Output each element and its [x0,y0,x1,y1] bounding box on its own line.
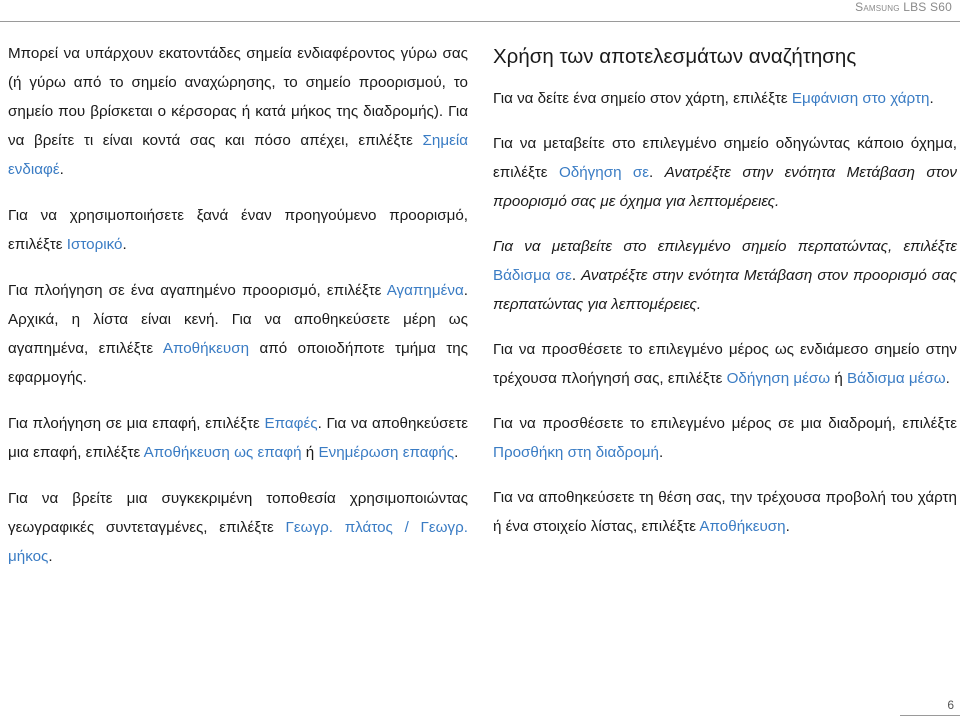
page-header [0,0,960,22]
paragraph-history: Για να χρησιμοποιήσετε ξανά έναν προηγούμενο προορισμό, επιλέξτε Ιστορικό. [8,207,468,253]
right-column [493,39,957,541]
paragraph-show-on-map: Για να δείτε ένα σημείο στον χάρτη, επιλέξτε Εμφάνιση στο χάρτη. [493,90,934,107]
link-lat-long[interactable]: Γεωγρ. πλάτος / Γεωγρ. μήκος [8,519,468,565]
paragraph-walk-to: Για να μεταβείτε στο επιλεγμένο σημείο περπατώντας, επιλέξτε Βάδισμα σε. Ανατρέξτε στην ενότητα Μετάβαση στον προορισμό σας περπατώντας για λεπτομέρειες. [493,238,957,313]
page-number: 6 [947,698,954,712]
link-walk-to[interactable]: Βάδισμα σε [493,267,572,284]
link-favorites[interactable]: Αγαπημένα [386,282,464,299]
paragraph-contacts: Για πλοήγηση σε μια επαφή, επιλέξτε Επαφές. Για να αποθηκεύσετε μια επαφή, επιλέξτε Αποθήκευση ως επαφή ή Ενημέρωση επαφής. [8,415,469,461]
link-points-of-interest[interactable]: Σημεία ενδιαφέ [8,132,468,178]
link-contacts[interactable]: Επαφές [264,415,318,432]
paragraph-poi: Μπορεί να υπάρχουν εκατοντάδες σημεία ενδιαφέροντος γύρω σας (ή γύρω από το σημείο αναχώρησης, το σημείο προορισμού, το σημείο που βρίσκεται ο κέρσορας ή κατά μήκος της διαδρομής). Για να βρείτε τι είναι κοντά σας και πόσο απέχει, επιλέξτε Σημεία ενδιαφέ. [8,45,468,178]
paragraph-coordinates: Για να βρείτε μια συγκεκριμένη τοποθεσία χρησιμοποιώντας γεωγραφικές συντεταγμένες, επιλέξτε Γεωγρ. πλάτος / Γεωγρ. μήκος. [8,490,468,565]
link-drive-to[interactable]: Οδήγηση σε [558,164,650,181]
link-drive-via[interactable]: Οδήγηση μέσω [726,370,831,387]
link-update-contact[interactable]: Ενημέρωση επαφής [318,444,455,461]
link-add-to-route[interactable]: Προσθήκη στη διαδρομή [493,444,659,461]
link-walk-via[interactable]: Βάδισμα μέσω [847,370,946,387]
paragraph-favorites: Για πλοήγηση σε ένα αγαπημένο προορισμό, επιλέξτε Αγαπημένα. Αρχικά, η λίστα είναι κενή. Για να αποθηκεύσετε μέρη ως αγαπημένα, επιλέξτε Αποθήκευση από οποιοδήποτε τμήμα της εφαρμογής. [8,282,468,386]
paragraph-add-to-route: Για να προσθέσετε το επιλεγμένο μέρος σε μια διαδρομή, επιλέξτε Προσθήκη στη διαδρομή. [493,415,957,461]
brand-label: Samsung LBS S60 [855,0,952,14]
link-show-on-map[interactable]: Εμφάνιση στο χάρτη [791,90,930,107]
paragraph-drive-to: Για να μεταβείτε στο επιλεγμένο σημείο οδηγώντας κάποιο όχημα, επιλέξτε Οδήγηση σε. Ανατρέξτε στην ενότητα Μετάβαση στον προορισμό σας με όχημα για λεπτομέρειες. [493,135,957,210]
paragraph-waypoint: Για να προσθέσετε το επιλεγμένο μέρος ως ενδιάμεσο σημείο στην τρέχουσα πλοήγησή σας, επιλέξτε Οδήγηση μέσω ή Βάδισμα μέσω. [493,341,957,387]
link-save-position[interactable]: Αποθήκευση [699,518,786,535]
link-save-as-contact[interactable]: Αποθήκευση ως επαφή [143,444,302,461]
paragraph-save-position: Για να αποθηκεύσετε τη θέση σας, την τρέχουσα προβολή του χάρτη ή ένα στοιχείο λίστας, επιλέξτε Αποθήκευση. [493,489,957,535]
section-heading: Χρήση των αποτελεσμάτων αναζήτησης [493,45,857,68]
link-history[interactable]: Ιστορικό [66,236,123,253]
link-save[interactable]: Αποθήκευση [162,340,250,357]
left-column [8,39,468,571]
